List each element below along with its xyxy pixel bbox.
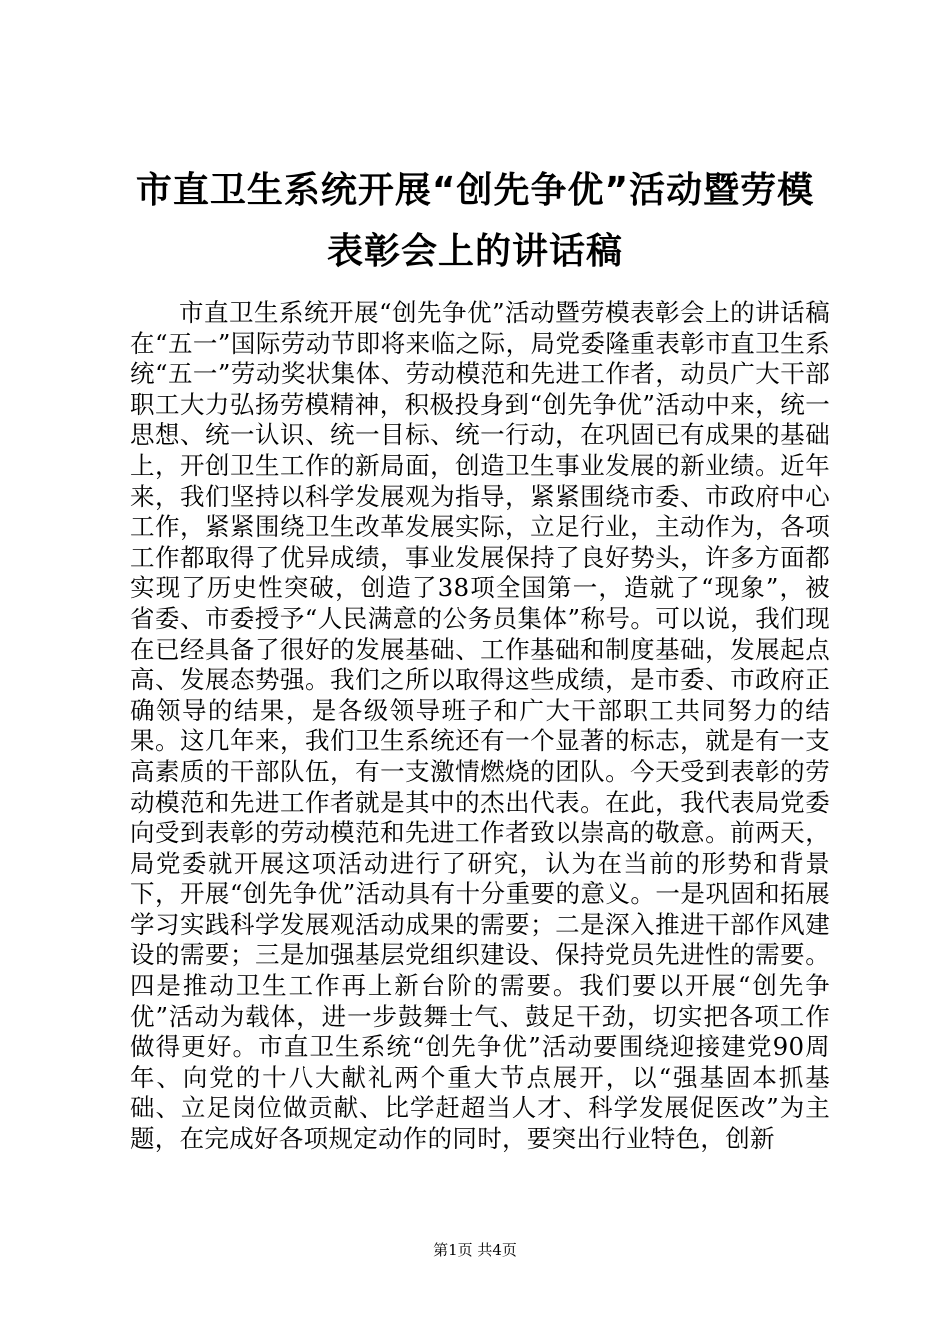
document-title: 市直卫生系统开展“创先争优”活动暨劳模表彰会上的讲话稿 — [135, 170, 815, 272]
document-body-paragraph: 市直卫生系统开展“创先争优”活动暨劳模表彰会上的讲话稿在“五一”国际劳动节即将来临之际，局党委隆重表彰市直卫生系统“五一”劳动奖状集体、劳动模范和先进工作者，动员广大干部职工大力弘扬劳模精神，积极投身到“创先争优”活动中来，统一思想、统一认识、统一目标、统一行动，在巩固已有成果的基础上，开创卫生工作的新局面，创造卫生事业发展的新业绩。近年来，我们坚持以科学发展观为指导，紧紧围绕市委、市政府中心工作，紧紧围绕卫生改革发展实际，立足行业，主动作为，各项工作都取得了优异成绩，事业发展保持了良好势头，许多方面都实现了历史性突破，创造了38项全国第一，造就了“现象”，被省委、市委授予“人民满意的公务员集体”称号。可以说，我们现在已经具备了很好的发展基础、工作基础和制度基础，发展起点高、发展态势强。我们之所以取得这些成绩，是市委、市政府正确领导的结果，是各级领导班子和广大干部职工共同努力的结果。这几年来，我们卫生系统还有一个显著的标志，就是有一支高素质的干部队伍，有一支激情燃烧的团队。今天受到表彰的劳动模范和先进工作者就是其中的杰出代表。在此，我代表局党委向受到表彰的劳动模范和先进工作者致以崇高的敬意。前两天，局党委就开展这项活动进行了研究，认为在当前的形势和背景下，开展“创先争优”活动具有十分重要的意义。一是巩固和拓展学习实践科学发展观活动成果的需要；二是深入推进干部作风建设的需要；三是加强基层党组织建设、保持党员先进性的需要。四是推动卫生工作再上新台阶的需要。我们要以开展“创先争优”活动为载体，进一步鼓舞士气、鼓足干劲，切实把各项工作做得更好。市直卫生系统“创先争优”活动要围绕迎接建党90周年、向党的十八大献礼两个重大节点展开，以“强基固本抓基础、立足岗位做贡献、比学赶超当人才、科学发展促医改”为主题，在完成好各项规定动作的同时，要突出行业特色，创新 — [130, 298, 831, 1154]
page-number-footer: 第1页 共4页 — [433, 1241, 517, 1259]
